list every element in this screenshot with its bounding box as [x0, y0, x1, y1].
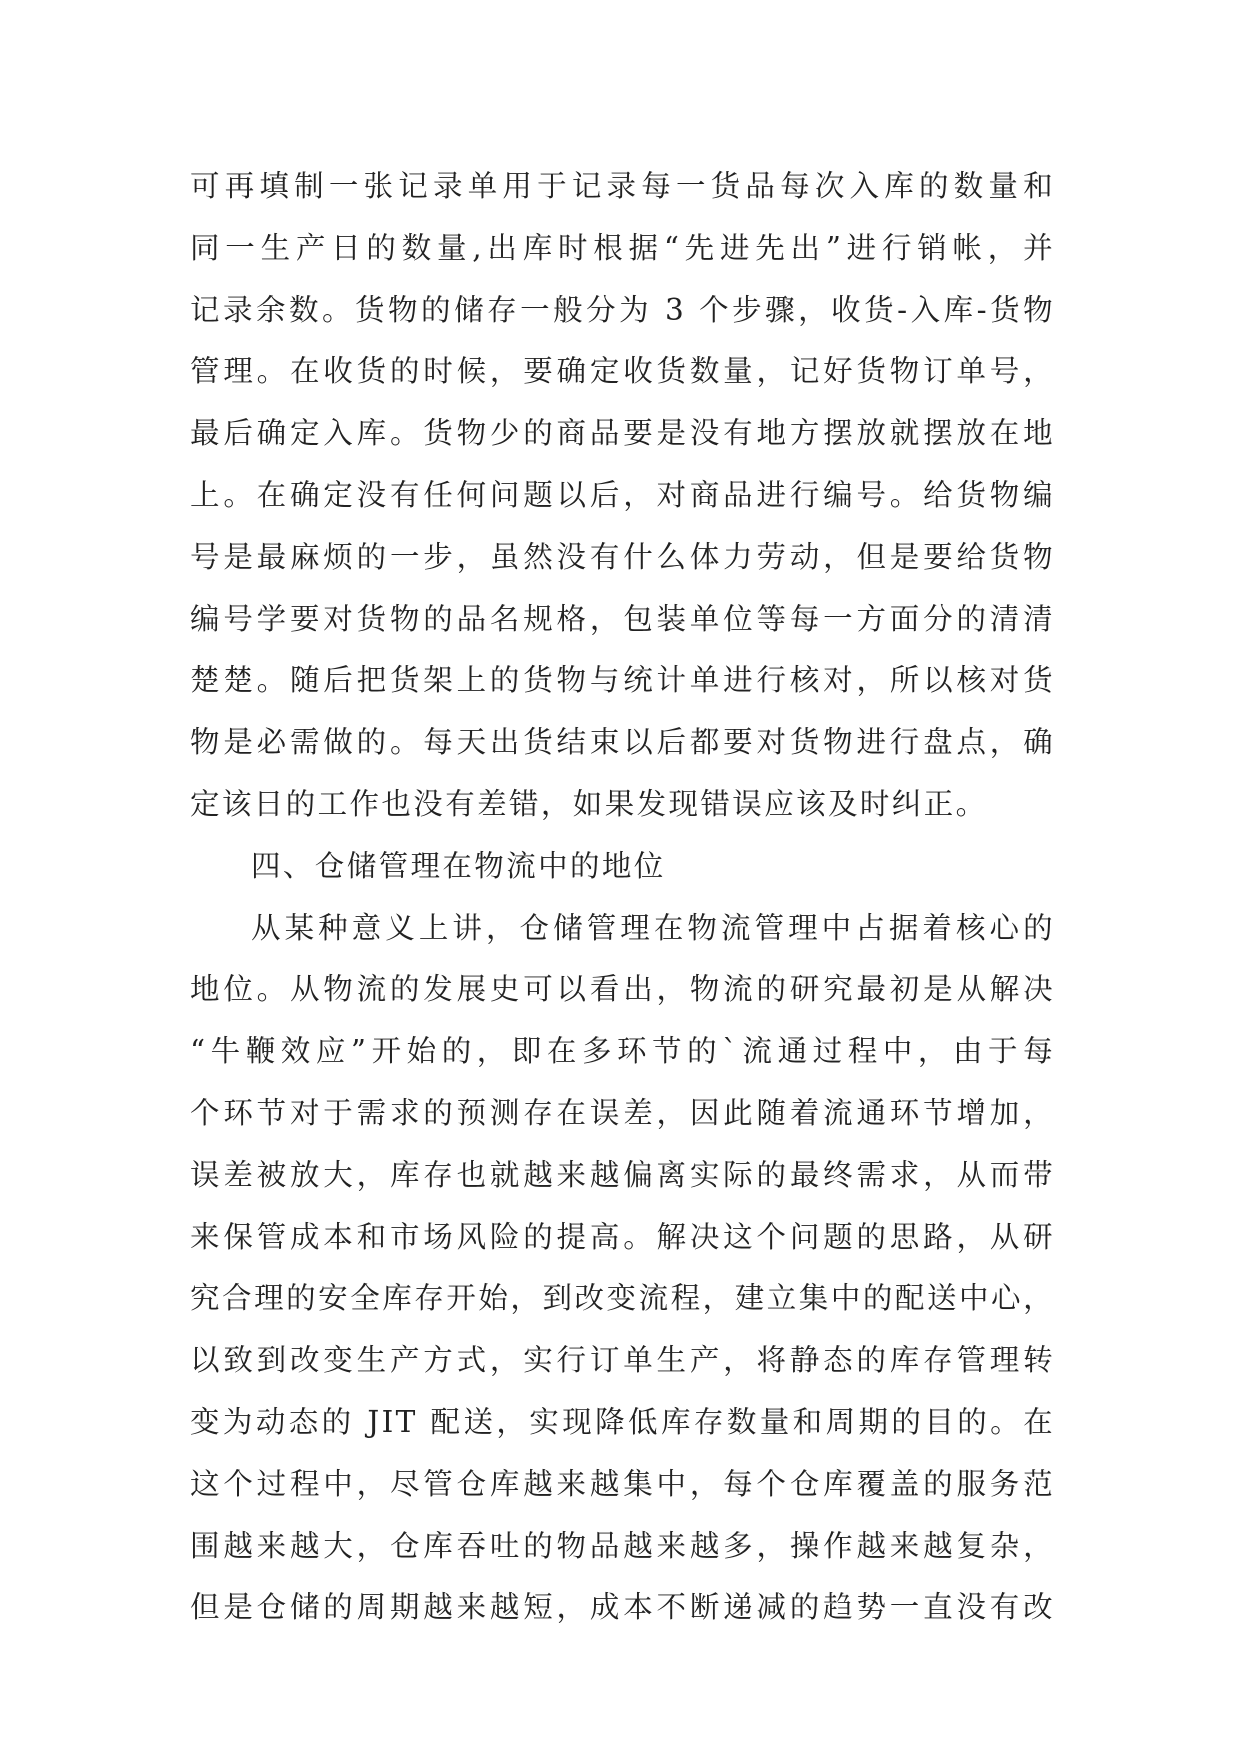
text-line: 物是必需做的。每天出货结束以后都要对货物进行盘点，确 [190, 725, 1055, 760]
text-line: 上。在确定没有任何问题以后，对商品进行编号。给货物编 [190, 477, 1055, 512]
text-line: 可再填制一张记录单用于记录每一货品每次入库的数量和 [190, 169, 1055, 203]
text-line: 但是仓储的周期越来越短，成本不断递减的趋势一直没有改 [190, 1590, 1055, 1625]
text-line: 这个过程中，尽管仓库越来越集中，每个仓库覆盖的服务范 [190, 1466, 1055, 1501]
text-line: 从某种意义上讲，仓储管理在物流管理中占据着核心的 [251, 910, 1055, 945]
text-line: 来保管成本和市场风险的提高。解决这个问题的思路，从研 [190, 1219, 1055, 1254]
text-line: 究合理的安全库存开始，到改变流程，建立集中的配送中心， [190, 1281, 1055, 1316]
text-line: 地位。从物流的发展史可以看出，物流的研究最初是从解决 [190, 972, 1055, 1007]
text-line: 个环节对于需求的预测存在误差，因此随着流通环节增加， [190, 1095, 1055, 1130]
text-line: 以致到改变生产方式，实行订单生产，将静态的库存管理转 [190, 1343, 1055, 1378]
text-line: “牛鞭效应”开始的，即在多环节的`流通过程中，由于每 [190, 1034, 1055, 1069]
text-line: 编号学要对货物的品名规格，包装单位等每一方面分的清清 [190, 601, 1055, 636]
text-line: 号是最麻烦的一步，虽然没有什么体力劳动，但是要给货物 [190, 539, 1055, 574]
text-line: 同一生产日的数量,出库时根据“先进先出”进行销帐，并 [190, 230, 1055, 265]
text-line: 围越来越大，仓库吞吐的物品越来越多，操作越来越复杂， [190, 1528, 1055, 1563]
text-line: 楚楚。随后把货架上的货物与统计单进行核对，所以核对货 [190, 663, 1055, 698]
text-line: 最后确定入库。货物少的商品要是没有地方摆放就摆放在地 [190, 416, 1055, 451]
body-text [190, 156, 1055, 1639]
text-line: 误差被放大，库存也就越来越偏离实际的最终需求，从而带 [190, 1157, 1055, 1192]
text-line: 记录余数。货物的储存一般分为 3 个步骤，收货-入库-货物 [190, 292, 1055, 327]
text-line: 管理。在收货的时候，要确定收货数量，记好货物订单号， [190, 354, 1055, 389]
text-line: 四、仓储管理在物流中的地位 [251, 848, 666, 883]
text-line: 变为动态的 JIT 配送，实现降低库存数量和周期的目的。在 [190, 1404, 1055, 1439]
text-line: 定该日的工作也没有差错，如果发现错误应该及时纠正。 [190, 786, 988, 821]
